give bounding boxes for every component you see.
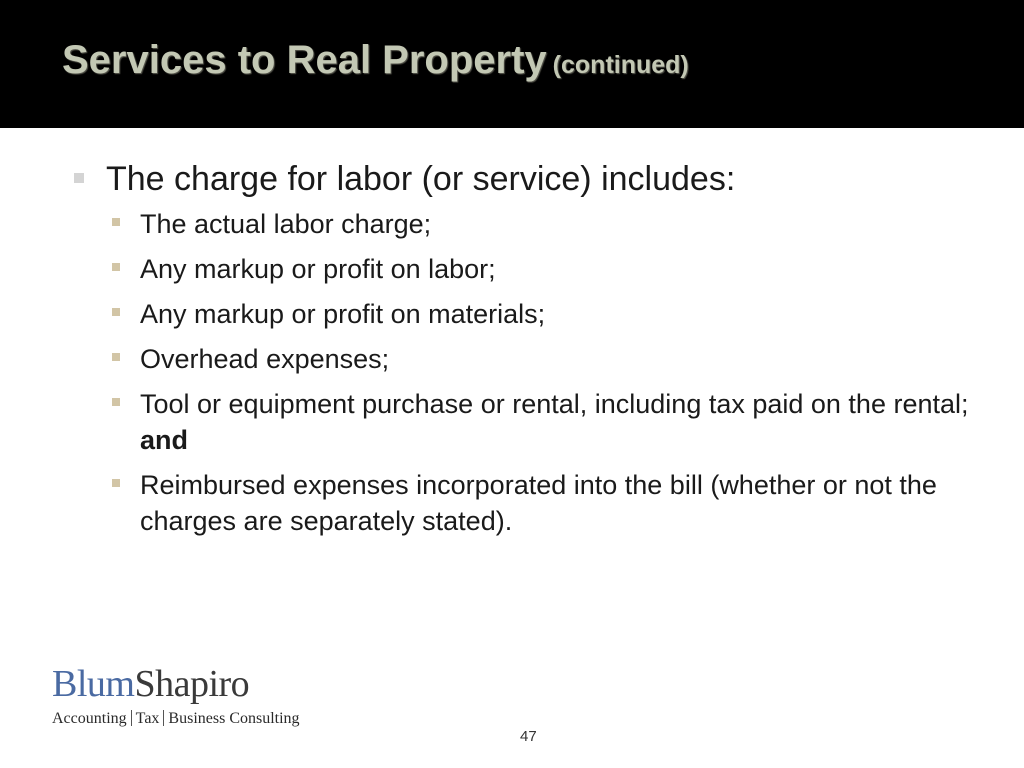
tagline-divider: [163, 710, 164, 726]
sub-bullet-item: [72, 206, 970, 242]
square-bullet-icon: [112, 398, 120, 406]
square-bullet-icon: [112, 479, 120, 487]
main-bullet-text: The charge for labor (or service) includes:: [106, 160, 736, 198]
sub-bullet-text: Any markup or profit on materials;: [140, 299, 546, 329]
logo-tagline: [52, 710, 300, 728]
square-bullet-icon: [112, 263, 120, 271]
square-bullet-icon: [74, 173, 84, 183]
sub-bullet-item: [72, 386, 970, 458]
slide-title-sub: (continued): [552, 51, 689, 79]
sub-bullet-text: Reimbursed expenses incorporated into the bill (whether or not the charges are separately stated).: [140, 470, 937, 536]
tagline-tax: Tax: [135, 710, 160, 727]
sub-bullet-text: Overhead expenses;: [140, 344, 390, 374]
square-bullet-icon: [112, 308, 120, 316]
logo-blum: Blum: [52, 663, 135, 705]
title-band: [0, 0, 1024, 128]
sub-bullet-text: The actual labor charge;: [140, 209, 432, 239]
slide-title: [62, 36, 689, 89]
bullet-content: [72, 158, 972, 548]
logo-shapiro: Shapiro: [134, 663, 250, 705]
tagline-divider: [131, 710, 132, 726]
logo-wordmark: [52, 664, 300, 704]
square-bullet-icon: [112, 218, 120, 226]
tagline-accounting: Accounting: [52, 710, 127, 727]
company-logo: [52, 664, 300, 728]
tagline-consulting: Business Consulting: [168, 710, 300, 727]
sub-bullet-item: [72, 251, 970, 287]
main-bullet: [72, 158, 972, 200]
slide-title-main: Services to Real Property: [62, 38, 547, 82]
sub-bullet-item: [72, 341, 970, 377]
square-bullet-icon: [112, 353, 120, 361]
sub-bullet-item: [72, 296, 970, 332]
page-number: 47: [520, 728, 537, 745]
sub-bullet-text: Any markup or profit on labor;: [140, 254, 496, 284]
sub-bullet-text: Tool or equipment purchase or rental, including tax paid on the rental;: [140, 389, 969, 419]
sub-bullet-item: [72, 467, 970, 539]
sub-bullet-bold-text: and: [140, 425, 189, 455]
sub-bullet-list: [72, 206, 972, 539]
